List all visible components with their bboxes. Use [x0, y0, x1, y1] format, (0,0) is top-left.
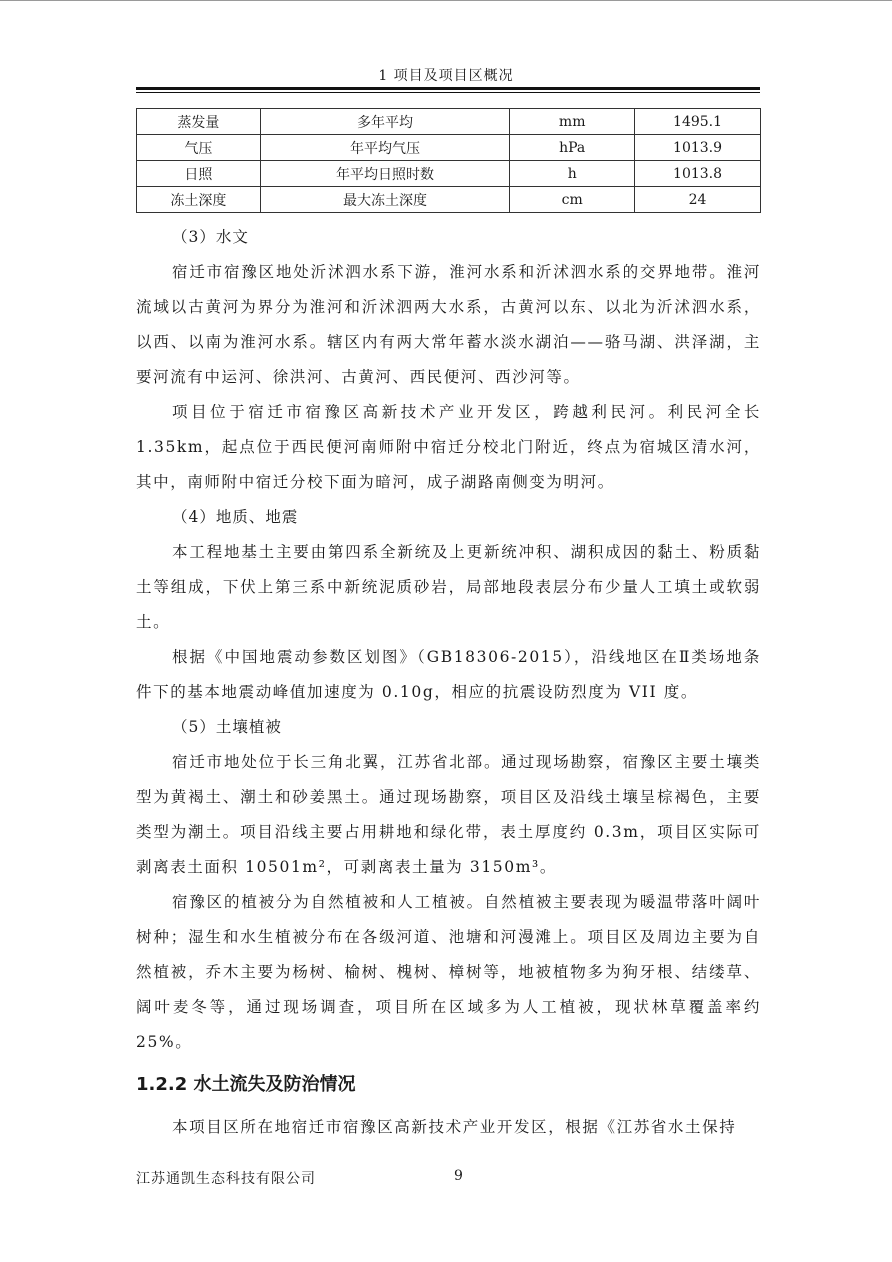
table-cell: h: [510, 161, 635, 187]
table-cell: 1013.9: [635, 135, 761, 161]
table-cell: 1013.8: [635, 161, 761, 187]
paragraph-geology-1: 本工程地基土主要由第四系全新统及上更新统冲积、湖积成因的黏土、粉质黏土等组成，下伏上第三系中新统泥质砂岩，局部地段表层分布少量人工填土或软弱土。: [136, 543, 761, 631]
table-cell: mm: [510, 109, 635, 135]
footer-company-name: 江苏通凯生态科技有限公司: [136, 1171, 316, 1187]
table-row: [137, 161, 761, 187]
paragraph-geology-2: 根据《中国地震动参数区划图》（GB18306-2015），沿线地区在Ⅱ类场地条件下的基本地震动峰值加速度为 0.10g，相应的抗震设防烈度为 VII 度。: [136, 648, 761, 701]
paragraph-hydrology-2: 项目位于宿迁市宿豫区高新技术产业开发区，跨越利民河。利民河全长 1.35km，起点位于西民便河南师附中宿迁分校北门附近，终点为宿城区清水河，其中，南师附中宿迁分校下面为暗河，成子湖路南侧变为明河。: [136, 403, 761, 491]
table-row: [137, 109, 761, 135]
table-cell: 气压: [137, 135, 261, 161]
table-row: [137, 187, 761, 213]
table-cell: 24: [635, 187, 761, 213]
table-cell: 多年平均: [260, 109, 510, 135]
header-rule-thick: [136, 87, 760, 90]
paragraph-section-1-2-2: 本项目区所在地宿迁市宿豫区高新技术产业开发区，根据《江苏省水土保持: [172, 1118, 737, 1136]
table-cell: 最大冻土深度: [260, 187, 510, 213]
table-cell: cm: [510, 187, 635, 213]
table-cell: 年平均气压: [260, 135, 510, 161]
table-cell: hPa: [510, 135, 635, 161]
document-body: [136, 220, 761, 1145]
page-number: 9: [454, 1168, 463, 1184]
subheading-geology: （4）地质、地震: [172, 508, 299, 526]
subheading-soil-vegetation: （5）土壤植被: [172, 718, 282, 736]
paragraph-soil-2: 宿豫区的植被分为自然植被和人工植被。自然植被主要表现为暖温带落叶阔叶树种；湿生和水生植被分布在各级河道、池塘和河漫滩上。项目区及周边主要为自然植被，乔木主要为杨树、榆树、槐树、樟树等，地被植物多为狗牙根、结缕草、阔叶麦冬等，通过现场调查，项目所在区域多为人工植被，现状林草覆盖率约 25%。: [136, 893, 761, 1051]
table-cell: 冻土深度: [137, 187, 261, 213]
section-heading-1-2-2: 1.2.2 水土流失及防治情况: [136, 1074, 356, 1095]
header-rule-thin: [136, 92, 760, 93]
table-row: [137, 135, 761, 161]
table-cell: 蒸发量: [137, 109, 261, 135]
subheading-hydrology: （3）水文: [172, 228, 249, 246]
paragraph-hydrology-1: 宿迁市宿豫区地处沂沭泗水系下游，淮河水系和沂沭泗水系的交界地带。淮河流域以古黄河为界分为淮河和沂沭泗两大水系，古黄河以东、以北为沂沭泗水系，以西、以南为淮河水系。辖区内有两大常年蓄水淡水湖泊——骆马湖、洪泽湖，主要河流有中运河、徐洪河、古黄河、西民便河、西沙河等。: [136, 263, 761, 386]
table-cell: 年平均日照时数: [260, 161, 510, 187]
top-border-line: [0, 0, 892, 1]
table-cell: 日照: [137, 161, 261, 187]
paragraph-soil-1: 宿迁市地处位于长三角北翼，江苏省北部。通过现场勘察，宿豫区主要土壤类型为黄褐土、潮土和砂姜黑土。通过现场勘察，项目区及沿线土壤呈棕褐色，主要类型为潮土。项目沿线主要占用耕地和绿化带，表土厚度约 0.3m，项目区实际可剥离表土面积 10501m²，可剥离表土量为 3150m³。: [136, 753, 761, 876]
table-cell: 1495.1: [635, 109, 761, 135]
running-header: 1 项目及项目区概况: [378, 68, 514, 84]
climate-table: [136, 108, 761, 213]
